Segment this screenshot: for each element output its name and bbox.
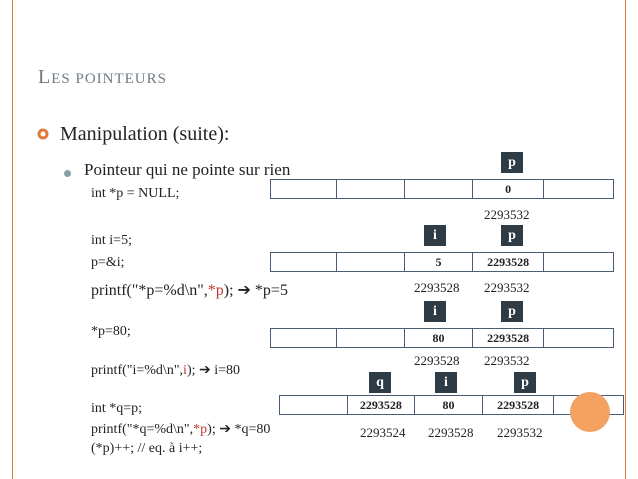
code-line-6: printf("i=%d\n",i); ➔ i=80: [91, 363, 241, 378]
memory-cell: 80: [405, 329, 473, 347]
label-i: i: [424, 225, 446, 246]
address-label: 2293528: [414, 353, 460, 368]
arrow-icon: ➔: [199, 363, 211, 378]
memory-cell: 2293528: [348, 396, 416, 414]
memory-cell: 2293528: [473, 329, 545, 347]
label-q: q: [369, 372, 391, 393]
arrow-icon: ➔: [237, 282, 251, 299]
memory-cell: [405, 180, 473, 198]
code-line-3: p=&i;: [91, 255, 125, 270]
decorative-circle: [570, 392, 610, 432]
code-line-2: int i=5;: [91, 233, 132, 248]
bullet-ring-icon: [37, 128, 49, 140]
code-line-8: printf("*q=%d\n",*p); ➔ *q=80: [91, 422, 271, 437]
bullet-dot-icon: [64, 170, 71, 177]
memory-cell: [337, 253, 406, 271]
memory-cell: 80: [415, 396, 483, 414]
memory-cell: [271, 180, 337, 198]
code-line-9: (*p)++; // eq. à i++;: [91, 441, 203, 456]
memory-cell: [544, 329, 613, 347]
address-label: 2293532: [484, 207, 530, 222]
address-label: 2293532: [484, 353, 530, 368]
slide-title: LES POINTEURS: [38, 66, 167, 88]
memory-cell: [271, 253, 337, 271]
memory-row-2: [270, 252, 614, 272]
label-p: p: [501, 225, 523, 246]
arrow-icon: ➔: [219, 422, 231, 437]
label-p: p: [501, 152, 523, 173]
address-label: 2293532: [497, 425, 543, 440]
memory-row-1: [270, 179, 614, 199]
memory-cell: 0: [473, 180, 545, 198]
bullet-manipulation: Manipulation (suite):: [60, 123, 230, 145]
label-i: i: [424, 301, 446, 322]
address-label: 2293528: [414, 280, 460, 295]
left-rule: [12, 0, 13, 479]
code-line-5: *p=80;: [91, 324, 131, 339]
memory-row-3: [270, 328, 614, 348]
label-p: p: [514, 372, 536, 393]
memory-cell: 5: [405, 253, 473, 271]
memory-cell: [337, 180, 406, 198]
right-rule: [625, 0, 626, 479]
memory-cell: [280, 396, 348, 414]
code-line-4: printf("*p=%d\n",*p); ➔ *p=5: [91, 282, 288, 299]
address-label: 2293524: [360, 425, 406, 440]
bullet-null-pointer: Pointeur qui ne pointe sur rien: [84, 160, 291, 179]
memory-cell: [544, 253, 613, 271]
memory-cell: [337, 329, 406, 347]
address-label: 2293532: [484, 280, 530, 295]
memory-cell: 2293528: [483, 396, 555, 414]
code-line-1: int *p = NULL;: [91, 186, 180, 201]
label-p: p: [501, 301, 523, 322]
memory-cell: [271, 329, 337, 347]
memory-cell: 2293528: [473, 253, 545, 271]
code-line-7: int *q=p;: [91, 401, 143, 416]
memory-cell: [544, 180, 613, 198]
label-i: i: [435, 372, 457, 393]
address-label: 2293528: [428, 425, 474, 440]
